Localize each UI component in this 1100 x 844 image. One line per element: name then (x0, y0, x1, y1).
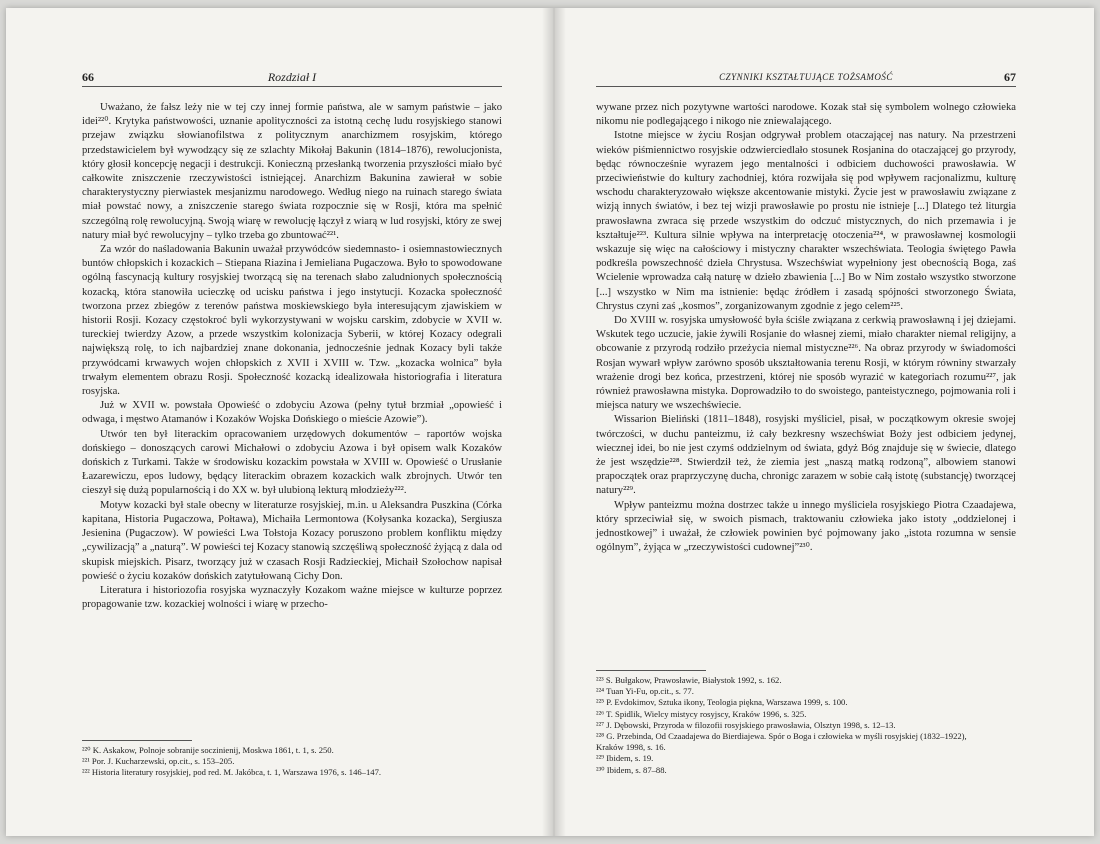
paragraph: Uważano, że fałsz leży nie w tej czy innej formie państwa, ale w samym państwie – jako idei²²⁰. Krytyka państwowości, uznanie apolityczności za istotną cechę ludu rosyjskiego stanowi przejaw związku słowianofilstwa z politycznym anarchizmem rosyjskim, którego przedstawicielem był wywodzący się ze szlachty Mikołaj Bakunin (1814–1876), rewolucjonista, który głosił koncepcję negacji i destrukcji. Konieczną przesłanką tworzenia przyszłości miało być całkowite zniszczenie rzeczywistości istniejącej. Anarchizm Bakunina zawierał w sobie charakterystyczny pierwiastek mesjanizmu narodowego. Według niego na ruinach starego świata miał powstać nowy, a zniszczenie starego świata rozpocznie się w Rosji, która ma spełnić szczególną rolę rewolucyjną. Swoją wiarę w rewolucję łączył z wiarą w lud rosyjski, który ze swej natury miał być rewolucyjny – tylko trzeba go zbuntować²²¹. (82, 102, 502, 241)
paragraph: Wissarion Bieliński (1811–1848), rosyjski myśliciel, pisał, w początkowym okresie swojej twórczości, w duchu panteizmu, iż cały bezkresny wszechświat Boży jest odbiciem jedynej, wiecznej idei, bo nie jest czymś oddzielnym od świata, gdyż Bóg znajduje się w świecie, dlatego że jest wszędzie²²⁸. Stwierdził też, że ziemia jest „naszą matką rodzoną”, albowiem stanowi prapoczątek oraz praprzyczynę ducha, chronigc zarazem w sobie całą istotę (substancję) tworzącej natury²²⁹. (596, 414, 1016, 497)
paragraph: Do XVIII w. rosyjska umysłowość była ściśle związana z cerkwią prawosławną i jej dziejami. Wskutek tego uczucie, jakie żywili Rosjanie do własnej ziemi, miało charakter niemal religijny, a obcowanie z przyrodą rodziło przeżycia niemal mistyczne²²⁶. Na obraz przyrody w świadomości Rosjan wywarł wpływ zarówno sposób ukształtowania terenu Rosji, w którym równiny stwarzały wrażenie drogi bez końca, przestrzeni, której nie sposób wyrazić w kategoriach rozumu²²⁷, jak również prawosławna mistyka. Doprowadziło to do swoistego, panteistycznego, pojmowania roli i miejsca natury we wszechświecie. (596, 315, 1016, 412)
footnote: ²²⁰ K. Askakow, Polnoje sobranije soczinienij, Moskwa 1861, t. 1, s. 250. (82, 745, 334, 755)
body-text (596, 101, 1016, 556)
left-page (82, 70, 502, 778)
footnote: ²²⁴ Tuan Yi-Fu, op.cit., s. 77. (596, 686, 694, 697)
running-head-title: CZYNNIKI KSZTAŁTUJĄCE TOŻSAMOŚĆ (719, 72, 893, 82)
paragraph: Literatura i historiozofia rosyjska wyznaczyły Kozakom ważne miejsce w kulturze poprzez propagowanie tzw. kozackiej wolności i wiarę w przecho- (82, 584, 502, 611)
footnote: ²²³ S. Bułgakow, Prawosławie, Białystok 1992, s. 162. (596, 675, 782, 685)
paragraph: Istotne miejsce w życiu Rosjan odgrywał problem otaczającej nas natury. Na przestrzeni wieków piśmiennictwo rosyjskie odzwierciedlało stosunek Rosjanina do otaczającej go przyrody, będąc równocześnie wyrazem jego mentalności i odbiciem duchowości prawosławia. W przeciwieństwie do kultury zachodniej, która rozwijała się pod wpływem racjonalizmu, kulturę wschodu charakteryzowało większe akcentowanie mistyki. Życie jest w prawosławiu związane z wizją innych światów, i bez tej wizji prawosławie po prostu nie istnieje [...] Dlatego też liturgia prawosławna zwraca się przede wszystkim do odczuć mistycznych, do nich przemawia i je kształtuje²²³. Kultura silnie wpływa na interpretację otoczenia²²⁴, w prawosławnej kosmologii wskazuje się więc na całościowy i mistyczny charakter wszechświata. Teologia świętego Pawła podkreśla powszechność dzieła Chrystusa. Wszechświat wypełniony jest obecnością Boga, zaś Wcielenie wprowadza całą naturę w dzieło zbawienia [...] Bo w Nim zostało wszystko stworzone [...] wszystko w Nim ma istnienie: będąc źródłem i zasadą spójności stworzonego Świata, Chrystus czyni zaś „kosmos”, zorganizowanym zgodnie z jego celem²²⁵. (596, 130, 1016, 312)
footnote: Kraków 1998, s. 16. (596, 742, 666, 753)
paragraph: Już w XVII w. powstała Opowieść o zdobyciu Azowa (pełny tytuł brzmiał „opowieść i odwaga, i męstwo Atamanów i Kozaków Wojska Dońskiego o mieście Azowie”). (82, 400, 502, 426)
footnote-rule (596, 670, 706, 671)
book-spread (6, 8, 1094, 836)
body-text (82, 101, 502, 612)
page-number: 66 (82, 70, 94, 84)
paragraph: Utwór ten był literackim opracowaniem urzędowych dokumentów – raportów wojska dońskiego – donoszących carowi Michałowi o zdobyciu Azowa i był opisem walk Kozaków dońskich z Turkami. Także w środowisku kozackim powstała w XVIII w. Opowieść o Urusłanie Łazarewiczu, epos ludowy, będący literackim obrazem kozackich walk zbrojnych. Utwór ten cieszył się dużą popularnością i do XX w. był ulubioną lekturą młodzieży²²². (82, 428, 502, 497)
footnote: ²²⁹ Ibidem, s. 19. (596, 753, 654, 764)
book-gutter (542, 8, 566, 836)
running-head (82, 70, 502, 87)
footnotes (82, 740, 502, 779)
paragraph: Wpływ panteizmu można dostrzec także u innego myśliciela rosyjskiego Piotra Czaadajewa, który sprzeciwiał się, w swoich pismach, traktowaniu człowieka jako istoty „oddzielonej i jednostkowej” i uważał, że człowiek powinien być pojmowany jako „istota rozumna w sensie ogólnym”, żyjąca w „rzeczywistości cudownej”²³⁰. (596, 499, 1016, 554)
footnote-rule (82, 740, 192, 741)
footnote: ²²⁵ P. Evdokimov, Sztuka ikony, Teologia piękna, Warszawa 1999, s. 100. (596, 697, 848, 708)
running-head (596, 70, 1016, 87)
footnote: ²²⁶ T. Spidlik, Wielcy mistycy rosyjscy, Kraków 1996, s. 325. (596, 708, 807, 719)
paragraph: wywane przez nich pozytywne wartości narodowe. Kozak stał się symbolem wolnego człowieka nikomu nie podlegającego i nikogo nie zniewalającego. (596, 102, 1016, 128)
footnote: ²²² Historia literatury rosyjskiej, pod red. M. Jakóbca, t. 1, Warszawa 1976, s. 146–147. (82, 767, 382, 778)
paragraph: Motyw kozacki był stale obecny w literaturze rosyjskiej, m.in. u Aleksandra Puszkina (Córka kapitana, Historia Pugaczowa, Połtawa), Michaiła Lermontowa (Kołysanka kozacka), Sergiusza Jesienina (Pugaczow). W powieści Lwa Tołstoja Kozacy poruszono problem konfliktu między „cywilizacją” a „naturą”. W powieści tej Kozacy stanowią szczęśliwą społeczność żyjącą z dala od skupisk miejskich. Pisarz, tworzący już w czasach Rosji Radzieckiej, Michaił Szołochow napisał powieść o życiu kozaków dońskich zatytułowaną Cichy Don. (82, 499, 502, 582)
running-head-title: Rozdział I (267, 70, 317, 84)
right-page (596, 70, 1016, 775)
paragraph: Za wzór do naśladowania Bakunin uważał przywódców siedemnasto- i osiemnastowiecznych buntów chłopskich i kozackich – Stiepana Riazina i Jemieliana Pugaczowa. Było to spowodowane ogólną fascynacją kultury rosyjskiej tworzącą się na terenach słabo zaludnionych społecznością kozacką, która stanowiła ucieczkę od ucisku państwa i jego instytucji. Kozacka społeczność tworzona przez zbiegów z terenów państwa moskiewskiego była interesującym zjawiskiem w historii Rosji. Kozacy częstokroć byli wykorzystywani w wojsku carskim, zdobycie w XVII w. tureckiej twierdzy Azow, a przede wszystkim kolonizacja Syberii, w której Kozacy odegrali największą rolę, to ich najbardziej znane dokonania, jednocześnie jednak Kozacy byli także przywódcami krwawych wojen chłopskich z XVII i XVIII w. Tzw. „kozacka wolnica” była trwałym elementem obrazu Rosji. Społeczność kozacką idealizowała historiografia i literatura rosyjska. (82, 244, 502, 398)
footnotes (596, 670, 1016, 776)
footnote: ²²¹ Por. J. Kucharzewski, op.cit., s. 153–205. (82, 756, 235, 767)
footnote: ²²⁸ G. Przebinda, Od Czaadajewa do Bierdiajewa. Spór o Boga i człowieka w myśli rosyjskiej (1832–1922), (596, 731, 967, 742)
footnote: ²³⁰ Ibidem, s. 87–88. (596, 764, 667, 775)
page-number: 67 (1004, 70, 1016, 84)
footnote: ²²⁷ J. Dębowski, Przyroda w filozofii rosyjskiego prawosławia, Olsztyn 1998, s. 12–13. (596, 719, 896, 730)
